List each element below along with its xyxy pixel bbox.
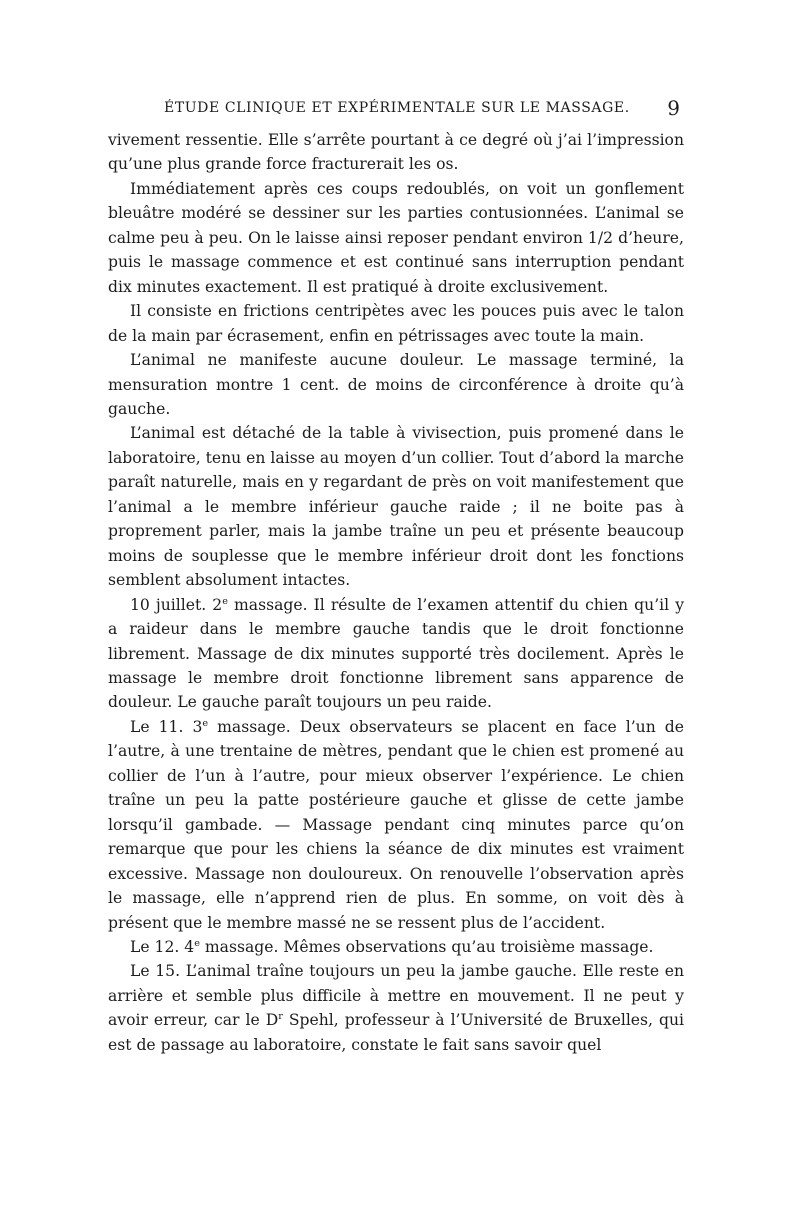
text-run: massage. Deux observateurs se placent en face l’un de l’autre, à une trentaine de mètres, pendant que le chien est promené au collier de l’un à l’autre, pour mieux observer l’expérience. Le chien traîne un peu la patte postérieure gauche et glisse de cette jambe lorsqu’il gambade. — Massage pendant cinq minutes parce qu’on remarque que pour les chiens la séance de dix minutes est vraiment excessive. Massage non douloureux. On renouvelle l’observation après le massage, elle n’apprend rien de plus. En somme, on voit dès à présent que le membre massé ne se ressent plus de l’accident. [108,717,684,932]
page-number: 9 [667,96,680,120]
text-run: Spehl, professeur à l’Université de Bruxelles, qui est de passage au laboratoire, constate le fait sans savoir quel [108,1011,685,1054]
paragraph: L’animal ne manifeste aucune douleur. Le massage terminé, la mensuration montre 1 cent. de moins de circonférence à droite qu’à gauche. [108,351,684,418]
running-title: ÉTUDE CLINIQUE ET EXPÉRIMENTALE SUR LE MASSAGE. [164,100,630,116]
paragraph: Il consiste en frictions centripètes avec les pouces puis avec le talon de la main par écrasement, enfin en pétrissages avec toute la main. [108,302,684,345]
superscript: e [194,937,200,949]
superscript: r [278,1011,283,1023]
text-run: Le 11. 3 [130,717,203,736]
superscript: e [202,717,209,729]
text-run: massage. Mêmes observations qu’au troisième massage. [199,937,654,956]
superscript: e [222,595,228,607]
paragraph-july-11 [108,715,684,935]
body-text [108,128,684,1057]
paragraph-july-15 [108,959,684,1057]
text-run: Le 15. L’animal traîne toujours un peu la jambe gauche. Elle reste en arrière et semble plus difficile à mettre en mouvement. Il ne peut y avoir erreur, car le D [108,962,684,1030]
paragraph: Immédiatement après ces coups redoublés, on voit un gonflement bleuâtre modéré se dessiner sur les parties contusionnées. L’animal se calme peu à peu. On le laisse ainsi reposer pendant environ 1/2 d’heure, puis le massage commence et est continué sans interruption pendant dix minutes exactement. Il est pratiqué à droite exclusivement. [108,179,684,296]
paragraph-continued: vivement ressentie. Elle s’arrête pourtant à ce degré où j’ai l’impression qu’une plus grande force fracturerait les os. [108,131,684,174]
text-run: Le 12. 4 [130,937,195,956]
paragraph: L’animal est détaché de la table à vivisection, puis promené dans le laboratoire, tenu en laisse au moyen d’un collier. Tout d’abord la marche paraît naturelle, mais en y regardant de près on voit manifestement que l’animal a le membre inférieur gauche raide ; il ne boite pas à proprement parler, mais la jambe traîne un peu et présente beaucoup moins de souplesse que le membre inférieur droit dont les fonctions semblent absolument intactes. [108,424,684,590]
text-run: massage. Il résulte de l’examen attentif du chien qu’il y a raideur dans le membre gauche tandis que le droit fonctionne librement. Massage de dix minutes supporté très docilement. Après le massage le membre droit fonctionne librement sans apparence de douleur. Le gauche paraît toujours un peu raide. [108,595,685,712]
text-run: 10 juillet. 2 [130,595,223,614]
paragraph-july-10 [108,593,684,715]
paragraph-july-12 [108,935,684,959]
running-head [108,96,684,124]
